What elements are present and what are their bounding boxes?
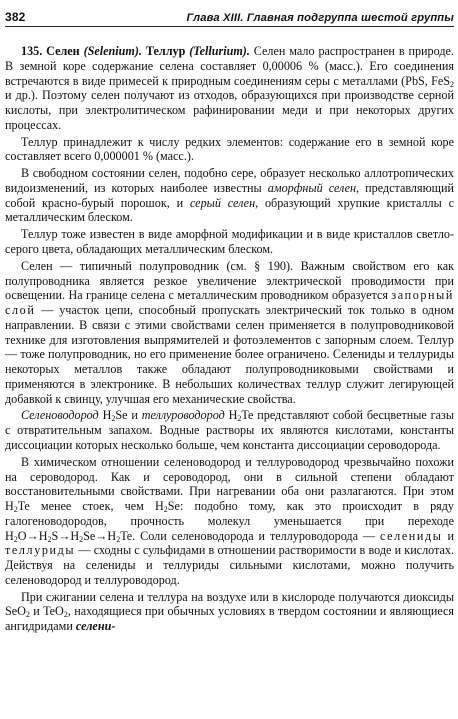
paragraph: Теллур тоже известен в виде аморфной модификации и в виде кристаллов светло-серого цвета, обладающих металлическим блеском. <box>5 227 454 257</box>
running-header <box>5 0 454 27</box>
chapter-title: Глава XIII. Главная подгруппа шестой группы <box>186 12 454 24</box>
term-selenides: селениды <box>380 528 443 543</box>
term-hydrogen-selenide: Селеноводород <box>21 408 99 423</box>
paragraph: При сжигании селена и теллура на воздухе или в кислороде получаются диоксиды SeO$_2$ и TeO$_2$, находящиеся при обычных условиях в твердом состоянии и являющиеся ангидридами селени- <box>5 589 455 634</box>
paragraph: В свободном состоянии селен, подобно сере, образует несколько аллотропических видоизменений, из которых наиболее известны аморфный селен, представляющий собой красно-бурый порошок, и серый селен, образующий хрупкие кристаллы с металлическим блеском. <box>5 166 454 225</box>
paragraph: 135. Селен (Selenium). Теллур (Tellurium). Селен мало распространен в природе. В земной коре содержание селена составляет 0,00006 % (масс.). Его соединения встречаются в виде примесей к природным соединениям серы с металлами (PbS, FeS$_2$ и др.). Поэтому селен получают из отходов, образующихся при производстве серной кислоты, при электролитическом рафинировании меди и при некоторых других процессах. <box>5 44 454 132</box>
term-tellurides: теллуриды <box>5 543 76 558</box>
body-text <box>5 27 454 634</box>
term-selenious-acid: селени- <box>75 619 116 634</box>
section-heading: 135. Селен (Selenium). Теллур (Tellurium). <box>21 44 250 58</box>
paragraph: Теллур принадлежит к числу редких элементов: содержание его в земной коре составляет всего 0,000001 % (масс.). <box>5 134 454 164</box>
term-barrier-layer: запорный слой <box>5 288 454 318</box>
paragraph: Селеноводород $H_2Se$ и теллуроводород $H_2Te$ представляют собой бесцветные газы с отвратительным запахом. Водные растворы их являются кислотами, константы диссоциации которых несколько больше, чем константа диссоциации сероводорода. <box>5 408 454 452</box>
paragraph: В химическом отношении селеноводород и теллуроводород чрезвычайно похожи на сероводород. Как и сероводород, они в сильной степени обладают восстановительными свойствами. При нагревании оба они разлагаются. При этом $H_2Te$ менее стоек, чем $H_2Se$: подобно тому, как это происходит в ряду галогеноводородов, прочность молекул уменьшается при переходе $H_2O\to H_2S\to H_2Se\to H_2Te$. Соли селеноводорода и теллуроводорода — селениды и теллуриды — сходны с сульфидами в отношении растворимости в воде и кислотах. Действуя на селениды и теллуриды сильными кислотами, можно получить селеноводород и теллуроводород. <box>5 454 455 587</box>
term-amorphous-selenium: аморфный селен <box>267 180 357 195</box>
page-number: 382 <box>5 10 26 24</box>
paragraph: Селен — типичный полупроводник (см. § 190). Важным свойством его как полупроводника является резкое увеличение электрической проводимости при освещении. На границе селена с металлическим проводником образуется запорный слой — участок цепи, способный пропускать электрический ток только в одном направлении. В связи с этими свойствами селен применяется в полупроводниковой технике для изготовления выпрямителей и фотоэлементов с запорным слоем. Теллур — тоже полупроводник, но его применение более ограничено. Селениды и теллуриды некоторых металлов также обладают полупроводниковыми свойствами и применяются в электронике. В небольших количествах теллур служит легирующей добавкой к свинцу, улучшая его механические свойства. <box>5 258 454 406</box>
term-gray-selenium: серый селен <box>189 195 256 210</box>
term-hydrogen-telluride: теллуроводород <box>141 408 225 423</box>
